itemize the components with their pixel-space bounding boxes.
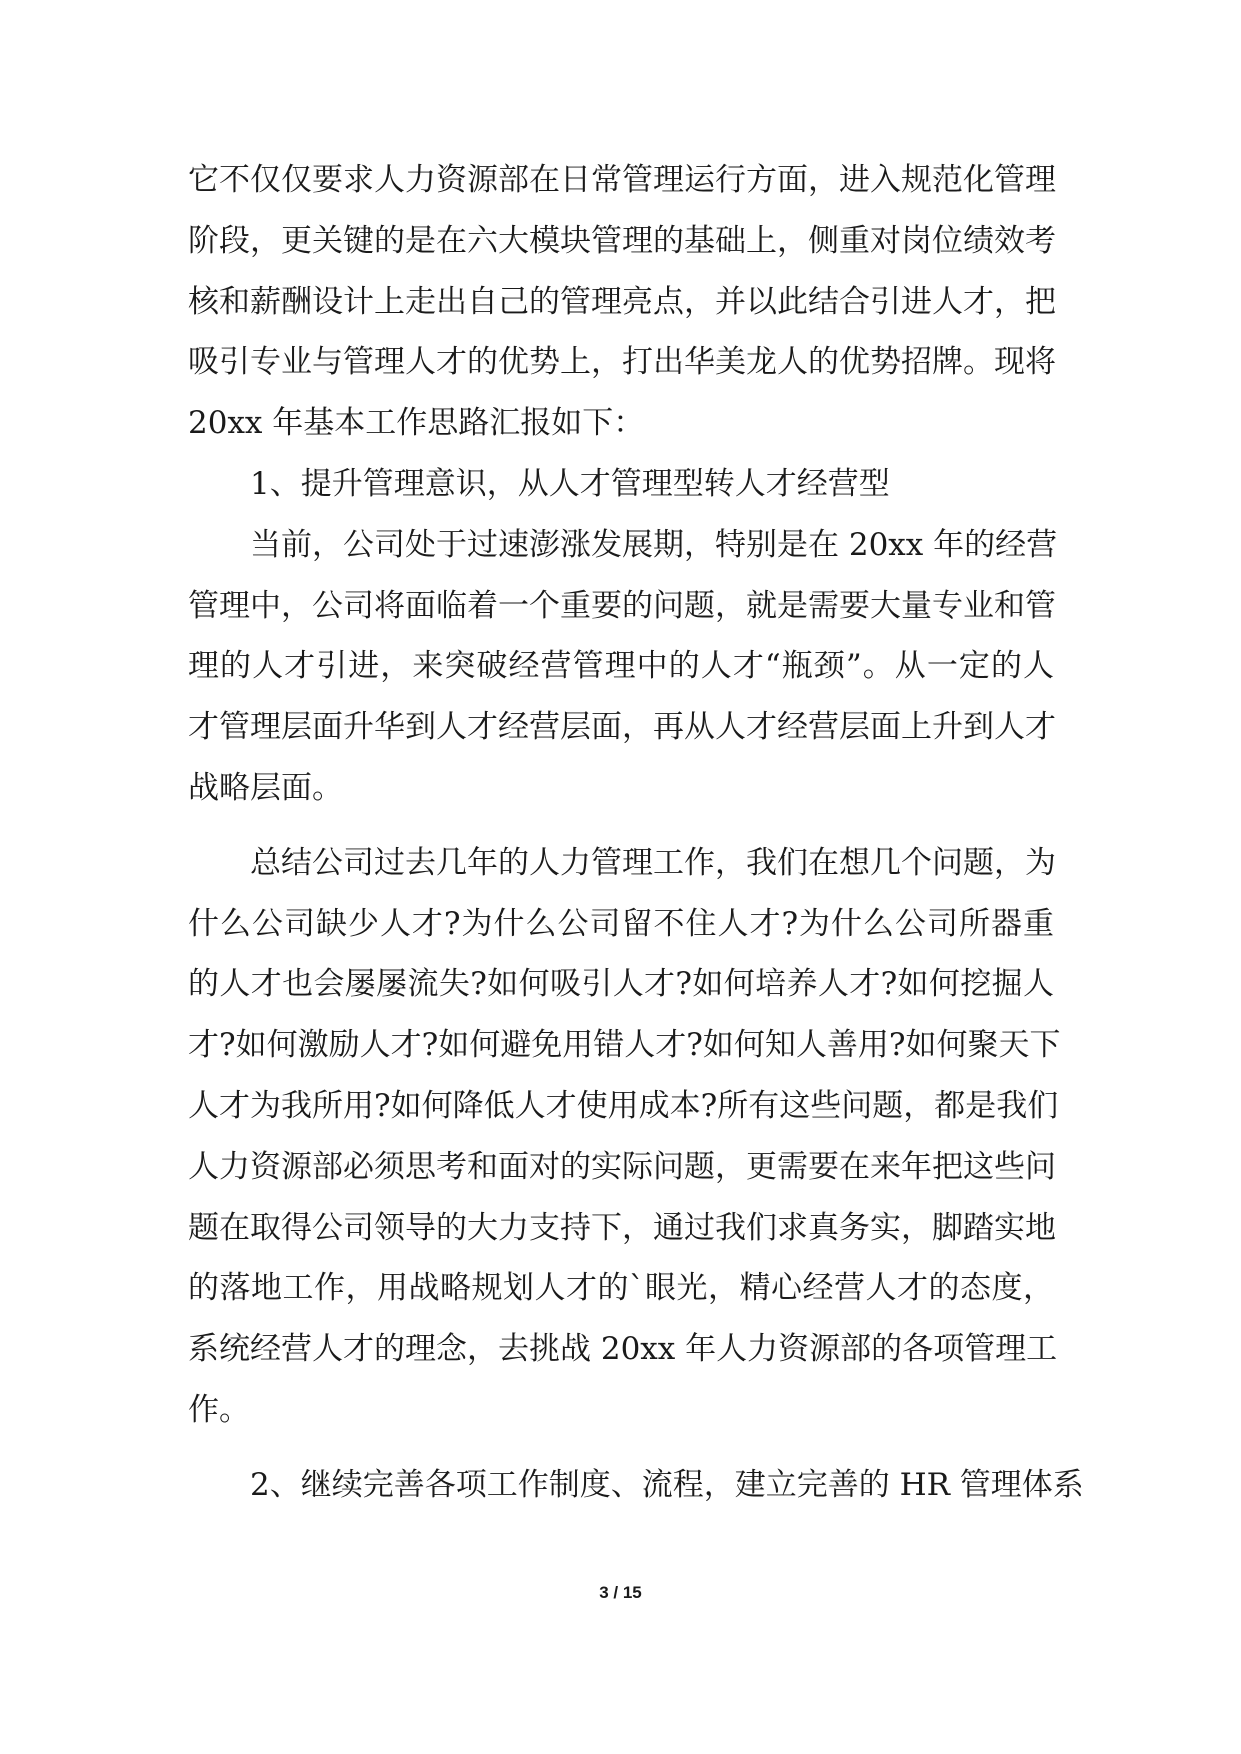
text-line: 的落地工作，用战略规划人才的`眼光，精心经营人才的态度， [188,1270,1054,1307]
text-line: 它不仅仅要求人力资源部在日常管理运行方面，进入规范化管理 [188,162,1056,198]
page-number: 3 / 15 [599,1583,642,1602]
text-line: 什么公司缺少人才?为什么公司留不住人才?为什么公司所器重 [188,905,1054,942]
document-body [188,150,1084,1516]
text-line: 战略层面。 [188,769,343,806]
text-line: 才管理层面升华到人才经营层面，再从人才经营层面上升到人才 [188,709,1056,746]
text-line: 阶段，更关键的是在六大模块管理的基础上，侧重对岗位绩效考 [188,222,1056,259]
text-line: 理的人才引进，来突破经营管理中的人才“瓶颈”。从一定的人 [188,648,1054,685]
section-heading: 1、提升管理意识，从人才管理型转人才经营型 [250,465,890,502]
text-line: 才?如何激励人才?如何避免用错人才?如何知人善用?如何聚天下 [188,1027,1061,1064]
paragraph-gap [188,1441,1054,1455]
text-line: 吸引专业与管理人才的优势上，打出华美龙人的优势招牌。现将 [188,344,1056,381]
text-line: 系统经营人才的理念，去挑战 20xx 年人力资源部的各项管理工 [188,1331,1058,1368]
text-line: 作。 [188,1391,250,1428]
text-line: 20xx 年基本工作思路汇报如下： [188,405,645,442]
paragraph-gap [188,819,1054,833]
text-line: 管理中，公司将面临着一个重要的问题，就是需要大量专业和管 [188,587,1056,624]
text-line: 人才为我所用?如何降低人才使用成本?所有这些问题，都是我们 [188,1087,1059,1124]
text-line: 的人才也会屡屡流失?如何吸引人才?如何培养人才?如何挖掘人 [188,966,1054,1003]
text-line: 题在取得公司领导的大力支持下，通过我们求真务实，脚踏实地 [188,1209,1056,1246]
text-line: 当前，公司处于过速澎涨发展期，特别是在 20xx 年的经营 [250,526,1058,563]
text-line: 总结公司过去几年的人力管理工作，我们在想几个问题，为 [250,844,1056,881]
text-line: 人力资源部必须思考和面对的实际问题，更需要在来年把这些问 [188,1148,1056,1185]
section-heading: 2、继续完善各项工作制度、流程，建立完善的 HR 管理体系 [250,1466,1084,1503]
text-line: 核和薪酬设计上走出自己的管理亮点，并以此结合引进人才，把 [188,283,1056,320]
